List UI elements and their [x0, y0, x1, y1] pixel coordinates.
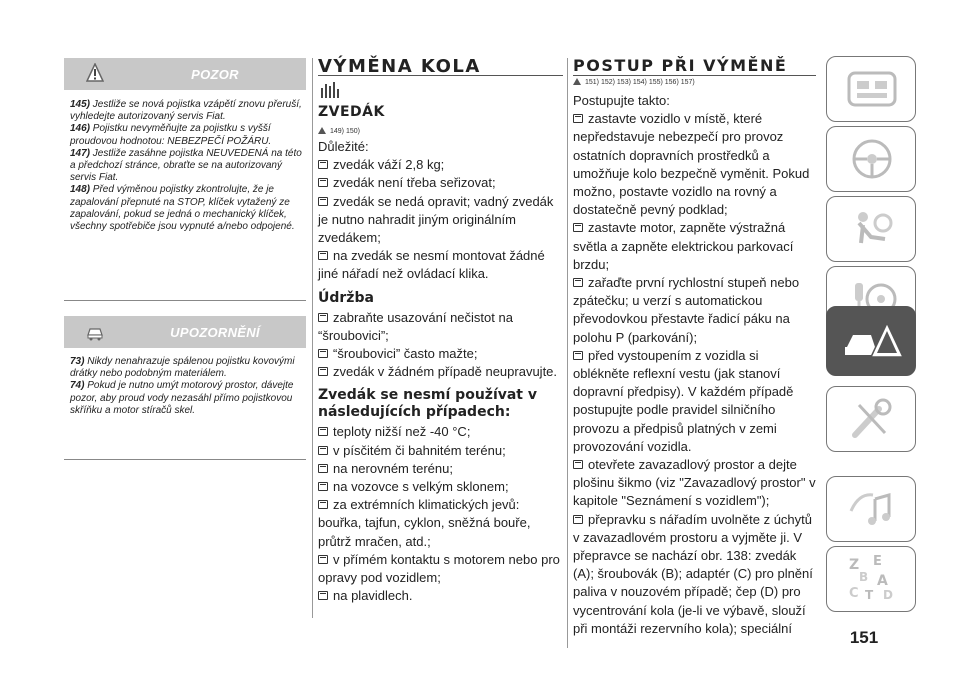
- tab-maintenance[interactable]: [826, 386, 916, 452]
- music-icon: [845, 487, 899, 531]
- list-item: zvedák se nedá opravit; vadný zvedák je nutno nahradit jiným originálním zvedákem;: [318, 193, 554, 246]
- bullet-icon: [573, 460, 583, 469]
- bullet-icon: [573, 351, 583, 360]
- list-item: teploty nižší než -40 °C;: [318, 423, 563, 441]
- column-separator: [567, 58, 568, 648]
- list-item: zvedák v žádném případě neupravujte.: [318, 363, 563, 381]
- divider: [64, 300, 306, 301]
- warning-car-icon: [845, 317, 905, 365]
- note-74: 74) Pokud je nutno umýt motorový prostor, dávejte pozor, aby proud vody nezasáhl přímo pojistkovou skříňku a motor stíračů skel.: [70, 380, 294, 416]
- bullet-icon: [318, 591, 328, 600]
- bullet-icon: [573, 515, 583, 524]
- list-item: “šroubovici” často mažte;: [318, 345, 563, 363]
- bullet-icon: [318, 178, 328, 187]
- divider: [64, 459, 306, 460]
- subsection-title: ZVEDÁK: [318, 104, 385, 120]
- list-item: na zvedák se nesmí montovat žádné jiné nářadí než ovládací klika.: [318, 248, 545, 282]
- list-item: na plavidlech.: [318, 587, 563, 605]
- list-item: za extrémních klimatických jevů: bouřka, tajfun, cyklon, sněžná bouře, průtrž mračen, atd.;: [318, 497, 531, 549]
- list-item: zastavte motor, zapněte výstražná světla a zapněte elektrickou parkovací brzdu;: [573, 220, 794, 272]
- procedure-text: Postupujte takto: zastavte vozidlo v místě, které nepředstavuje nebezpečí pro provoz ostatních dopravních prostředků a umožňuje kolo bezpečně vyměnit. Pokud možno, postavte vozidlo na rovný a dostatečně pevný podklad; zastavte motor, zapněte výstražná světla a zapněte elektrickou parkovací brzdu; zařaďte první rychlostní stupeň nebo zpátečku; u verzí s automatickou převodovkou přestavte řadicí páku na polohu P (parkování); před vystoupením z vozidla si oblékněte reflexní vestu (jak stanoví dopravní předpisy). V každém případě postupujte podle pravidel silničního provozu a předpisů platných v zemi provozování vozidla. otevřete zavazadlový prostor a dejte plošinu šikmo (viz "Zavazadlový prostor" v kapitole "Seznámení s vozidlem"); přepravku s nářadím uvolněte z úchytů v zavazadlovém prostoru a vyjměte ji. V přepravce se nachází obr. 138: zvedák (A); šroubovák (B); adaptér (C) pro plnění paliva v nouzovém případě; čep (D) pro vycentrování kola (je-li ve výbavě, slouží při montáži rezervního kola); speciální: [573, 92, 816, 638]
- list-item: zvedák není třeba seřizovat;: [318, 174, 563, 192]
- tools-icon: [320, 80, 342, 100]
- airbag-icon: [845, 207, 899, 251]
- tab-emergency[interactable]: [826, 306, 916, 376]
- list-item: otevřete zavazadlový prostor a dejte plošinu šikmo (viz "Zavazadlový prostor" v kapitole "Seznámení s vozidlem");: [573, 457, 816, 509]
- index-letter: D: [883, 588, 893, 602]
- bullet-icon: [318, 197, 328, 206]
- list-item: zastavte vozidlo v místě, které nepředstavuje nebezpečí pro provoz ostatních dopravních prostředků a umožňuje kolo bezpečně vyměnit. Pokud možno, postavte vozidlo na rovný a dostatečně pevný podklad;: [573, 111, 810, 218]
- title-rule: [573, 75, 816, 76]
- tab-steering[interactable]: [826, 126, 916, 192]
- bullet-icon: [318, 500, 328, 509]
- column-separator: [312, 58, 313, 618]
- title-rule: [318, 75, 563, 76]
- bullet-icon: [318, 349, 328, 358]
- bullet-icon: [573, 278, 583, 287]
- maintenance-heading: Údržba: [318, 289, 374, 306]
- list-item: zvedák váží 2,8 kg;: [318, 156, 563, 174]
- note-148: 148) Před výměnou pojistky zkontrolujte, že je zapalování přepnuté na STOP, klíček vytažený ze zapalování, pokud se jedná o mechanický klíček, všechny spotřebiče jsou vypnuté a/nebo odpojené.: [70, 184, 295, 233]
- pozor-title: POZOR: [191, 67, 239, 82]
- jack-text: Důležité: zvedák váží 2,8 kg; zvedák není třeba seřizovat; zvedák se nedá opravit; vadný zvedák je nutno nahradit jiným originálním zvedákem; na zvedák se nesmí montovat žádné jiné nářadí než ovládací klika. Údržba zabraňte usazování nečistot na “šroubovici”; “šroubovici” často mažte; zvedák v žádném případě neupravujte. Zvedák se nesmí používat v následujících případech: teploty nižší než -40 °C; v písčitém či bahnitém terénu; na nerovném terénu; na vozovce s velkým sklonem; za extrémních klimatických jevů: bouřka, tajfun, cyklon, sněžná bouře, průtrž mračen, atd.; v přímém kontaktu s motorem nebo pro opravy pod vozidlem; na plavidlech.: [318, 138, 563, 605]
- index-letter: B: [859, 570, 869, 584]
- bullet-icon: [318, 555, 328, 564]
- note-73: 73) Nikdy nenahrazuje spálenou pojistku kovovými drátky nebo podobným materiálem.: [70, 356, 295, 380]
- index-letter: T: [865, 588, 874, 602]
- procedure-title: POSTUP PŘI VÝMĚNĚ: [573, 56, 788, 75]
- steering-wheel-icon: [845, 137, 899, 181]
- list-item: v přímém kontaktu s motorem nebo pro opravy pod vozidlem;: [318, 551, 560, 586]
- list-item: zařaďte první rychlostní stupeň nebo zpátečku; u verzí s automatickou převodovkou přestavte řadicí páku na polohu P (parkování);: [573, 275, 800, 345]
- index-letter: A: [877, 573, 888, 589]
- page-number: 151: [849, 628, 879, 647]
- bullet-icon: [318, 160, 328, 169]
- warning-small-icon: [573, 78, 581, 85]
- wrench-icon: [845, 397, 899, 441]
- list-item: zabraňte usazování nečistot na “šroubovici”;: [318, 309, 513, 343]
- references: 149) 150): [318, 127, 360, 135]
- pozor-header: [64, 58, 306, 90]
- index-letter: E: [873, 554, 882, 569]
- note-146: 146) Pojistku nevyměňujte za pojistku s vyšší proudovou hodnotou: NEBEZPEČÍ POŽÁRU.: [70, 123, 272, 147]
- warning-small-icon: [318, 127, 326, 134]
- index-letter: C: [849, 586, 859, 601]
- tab-dashboard[interactable]: [826, 56, 916, 122]
- list-item: na nerovném terénu;: [318, 460, 563, 478]
- warning-triangle-icon: [86, 63, 104, 83]
- section-title: VÝMĚNA KOLA: [318, 56, 481, 77]
- upozorneni-header: [64, 316, 306, 348]
- bullet-icon: [318, 427, 328, 436]
- upozorneni-title: UPOZORNĚNÍ: [170, 325, 260, 340]
- bullet-icon: [318, 251, 328, 260]
- list-item: před vystoupením z vozidla si oblékněte reflexní vestu (jak stanoví dopravní předpisy). V každém případě postupujte podle pravidel silničního provozu a předpisů platných v zemi provozování vozidla.: [573, 347, 794, 454]
- list-item: na vozovce s velkým sklonem;: [318, 478, 563, 496]
- bullet-icon: [573, 114, 583, 123]
- alphabet-index-icon: [845, 553, 899, 603]
- pozor-notes: [70, 99, 306, 233]
- conditions-heading: Zvedák se nesmí používat v následujících případech:: [318, 387, 538, 421]
- car-notice-icon: [86, 321, 104, 341]
- bullet-icon: [573, 223, 583, 232]
- bullet-icon: [318, 464, 328, 473]
- bullet-icon: [318, 313, 328, 322]
- note-145: 145) Jestliže se nová pojistka vzápětí znovu přeruší, vyhledejte autorizovaný servis Fiat.: [70, 99, 302, 123]
- tab-airbag[interactable]: [826, 196, 916, 262]
- note-147: 147) Jestliže zasáhne pojistka NEUVEDENÁ na této a předchozí stránce, obraťte se na autorizovaný servis Fiat.: [70, 147, 302, 184]
- references: 151) 152) 153) 154) 155) 156) 157): [573, 78, 695, 86]
- dashboard-icon: [845, 67, 899, 111]
- list-item: v písčitém či bahnitém terénu;: [318, 442, 563, 460]
- upozorneni-notes: [70, 356, 306, 417]
- tab-index[interactable]: [826, 546, 916, 612]
- bullet-icon: [318, 446, 328, 455]
- bullet-icon: [318, 482, 328, 491]
- index-letter: Z: [849, 557, 860, 573]
- tab-multimedia[interactable]: [826, 476, 916, 542]
- list-item: přepravku s nářadím uvolněte z úchytů v zavazadlovém prostoru a vyjměte ji. V přepravce se nachází obr. 138: zvedák (A); šroubovák (B); adaptér (C) pro plnění paliva v nouzovém případě; čep (D) pro vycentrování kola (je-li ve výbavě, slouží při montáži rezervního kola); speciální: [573, 511, 813, 636]
- bullet-icon: [318, 367, 328, 376]
